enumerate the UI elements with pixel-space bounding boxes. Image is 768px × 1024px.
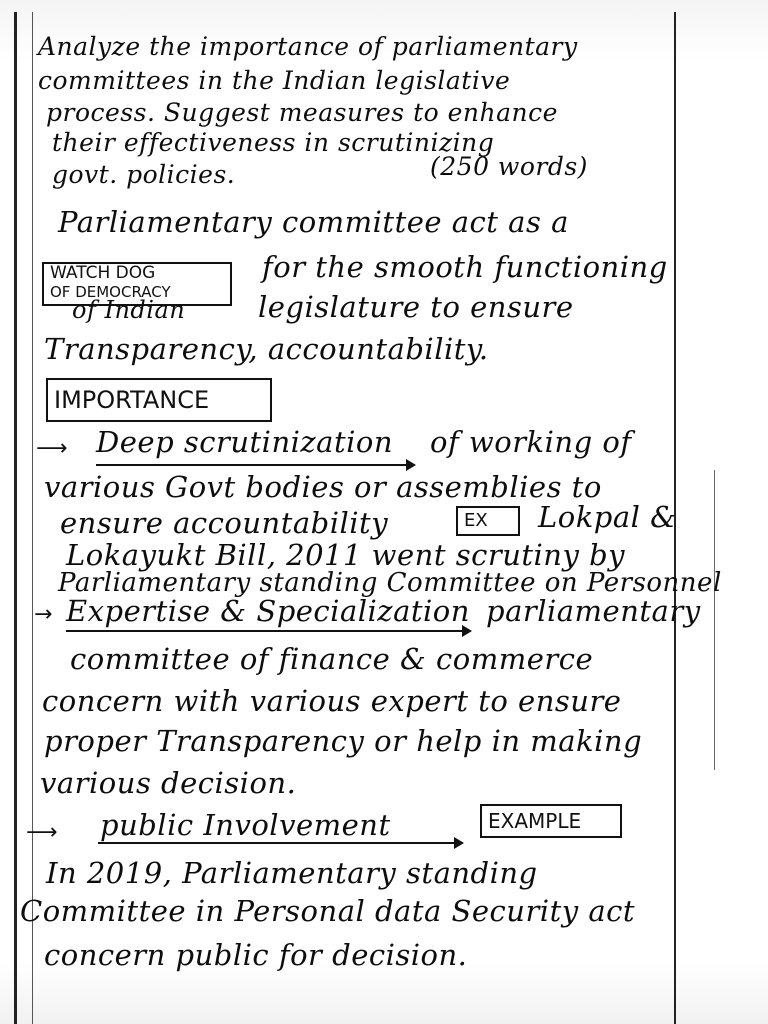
point1-line-5: Parliamentary standing Committee on Personnel <box>58 568 722 598</box>
point2-line-1: parliamentary <box>486 594 701 628</box>
point1-line-1: of working of <box>430 425 632 459</box>
point2-arrow-icon: → <box>34 602 53 627</box>
watch-dog-label: WATCH DOG <box>50 263 156 283</box>
intro-line-1: Parliamentary committee act as a <box>58 205 569 239</box>
word-limit: (250 words) <box>430 152 588 181</box>
question-line-2: committees in the Indian legislative <box>38 66 511 95</box>
point2-title-underline <box>66 630 470 632</box>
point2-line-2: committee of finance & commerce <box>70 642 594 676</box>
intro-line-4: Transparency, accountability. <box>44 332 489 366</box>
question-line-5: govt. policies. <box>52 160 236 189</box>
point2-title: Expertise & Specialization <box>66 594 470 628</box>
question-line-4: their effectiveness in scrutinizing <box>52 128 495 157</box>
example-label: EXAMPLE <box>480 804 622 838</box>
point2-line-3: concern with various expert to ensure <box>42 684 622 718</box>
intro-line-3-prefix: of Indian <box>72 296 186 324</box>
point3-title-underline <box>98 842 462 844</box>
point2-line-5: various decision. <box>40 766 297 800</box>
question-line-3: process. Suggest measures to enhance <box>46 98 558 127</box>
intro-line-3: legislature to ensure <box>258 290 574 324</box>
left-margin-line <box>14 12 17 1024</box>
democracy-label: OF DEMOCRACY <box>50 283 171 301</box>
ex-label: EX <box>456 506 520 536</box>
left-margin-inner-line <box>32 12 33 1024</box>
point1-line-3-rest: Lokpal & <box>538 500 677 534</box>
intro-line-2: for the smooth functioning <box>262 250 668 284</box>
point1-title-underline <box>96 464 414 466</box>
point3-line-3: Committee in Personal data Security act <box>20 894 636 928</box>
point3-title: public Involvement <box>100 808 391 842</box>
point1-line-4: Lokayukt Bill, 2011 went scrutiny by <box>66 538 626 572</box>
point1-title: Deep scrutinization <box>96 425 394 459</box>
right-margin-faint-line <box>714 470 715 770</box>
point1-arrow-icon: ⟶ <box>36 436 68 461</box>
importance-heading: IMPORTANCE <box>46 378 272 422</box>
point3-line-2: In 2019, Parliamentary standing <box>46 856 538 890</box>
question-line-1: Analyze the importance of parliamentary <box>38 32 578 61</box>
point1-line-2: various Govt bodies or assemblies to <box>44 470 602 504</box>
point1-line-3: ensure accountability <box>60 506 389 540</box>
point3-arrow-icon: ⟶ <box>26 820 58 845</box>
point2-line-4: proper Transparency or help in making <box>44 724 643 758</box>
point3-line-4: concern public for decision. <box>44 938 468 972</box>
